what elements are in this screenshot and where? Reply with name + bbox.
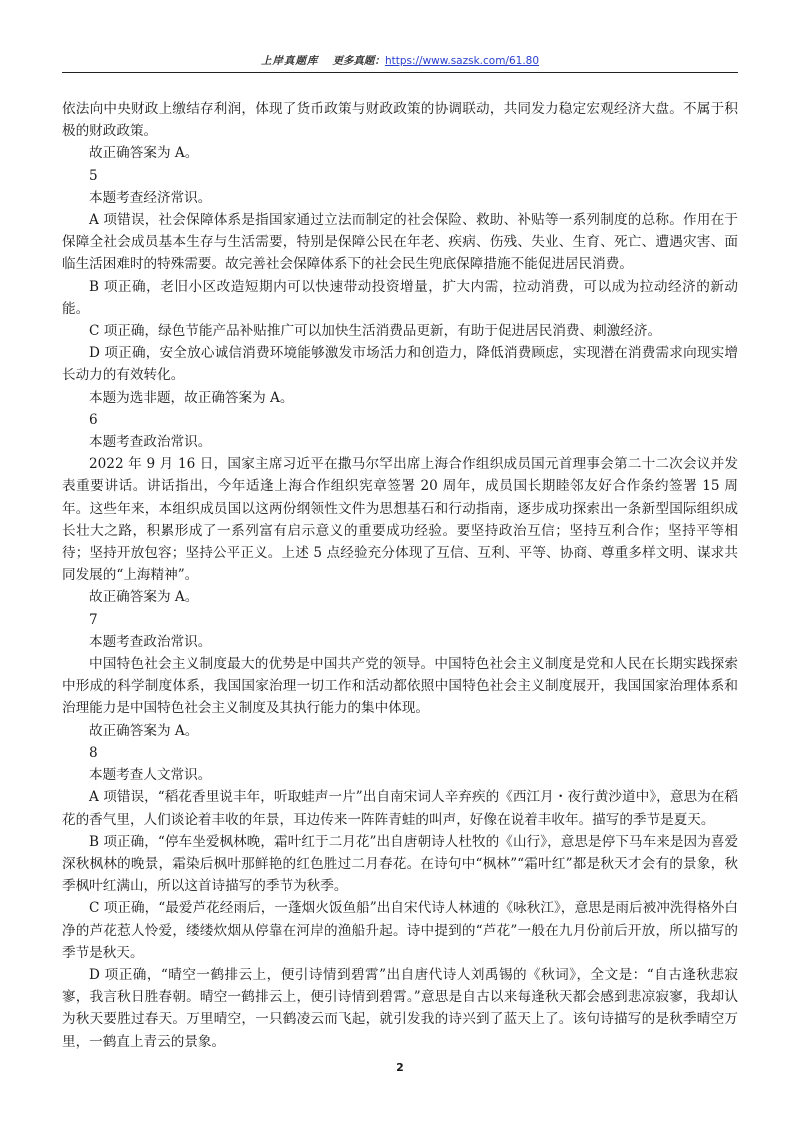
paragraph: 6: [89, 411, 98, 428]
paragraph: 本题为选非题，故正确答案为 A。: [89, 389, 294, 406]
paragraph: 7: [89, 611, 98, 628]
paragraph: 故正确答案为 A。: [89, 722, 199, 739]
paragraph: 本题考查人文常识。: [89, 767, 212, 784]
page-number: 2: [396, 1061, 404, 1074]
header-url-link[interactable]: https://www.sazsk.com/61.80: [384, 55, 540, 67]
paragraph: 本题考查政治常识。: [89, 434, 212, 451]
paragraph: 故正确答案为 A。: [89, 589, 199, 606]
header-brand: 上岸真题库: [260, 55, 319, 67]
paragraph: A 项错误，社会保障体系是指国家通过立法而制定的社会保险、救助、补贴等一系列制度的总称。作用在于保障全社会成员基本生存与生活需要，特别是保障公民在年老、疾病、伤残、失业、生育、死亡、遭遇灾害、面临生活困难时的特殊需要。故完善社会保障体系下的社会民生兜底保障措施不能促进居民消费。: [62, 212, 738, 273]
paragraph: C 项正确，“最爱芦花经雨后，一蓬烟火饭鱼船”出自宋代诗人林逋的《咏秋江》，意思是雨后被冲洗得格外白净的芦花惹人怜爱，缕缕炊烟从停靠在河岸的渔船升起。诗中提到的“芦花”一般在九月份前后开放，所以描写的季节是秋天。: [62, 900, 738, 961]
paragraph: 本题考查政治常识。: [89, 633, 212, 650]
paragraph: B 项正确，“停车坐爱枫林晚，霜叶红于二月花”出自唐朝诗人杜牧的《山行》，意思是停下马车来是因为喜爱深秋枫林的晚景，霜染后枫叶那鲜艳的红色胜过二月春花。在诗句中“枫林”“霜叶红”都是秋天才会有的景象，秋季枫叶红满山，所以这首诗描写的季节为秋季。: [62, 833, 738, 895]
document-body: [62, 98, 738, 1053]
paragraph: 依法向中央财政上缴结存利润，体现了货币政策与财政政策的协调联动，共同发力稳定宏观经济大盘。不属于积极的财政政策。: [62, 101, 738, 140]
paragraph: 8: [89, 744, 98, 761]
paragraph: 中国特色社会主义制度最大的优势是中国共产党的领导。中国特色社会主义制度是党和人民在长期实践探索中形成的科学制度体系，我国国家治理一切工作和活动都依照中国特色社会主义制度展开，我国国家治理体系和治理能力是中国特色社会主义制度及其执行能力的集中体现。: [62, 656, 738, 717]
paragraph: 2022 年 9 月 16 日，国家主席习近平在撒马尔罕出席上海合作组织成员国元首理事会第二十二次会议并发表重要讲话。讲话指出，今年适逢上海合作组织宪章签署 20 周年，成员国长期睦邻友好合作条约签署 15 周年。这些年来，本组织成员国以这两份纲领性文件为思想基石和行动指南，逐步成功探索出一条新型国际组织成长壮大之路，积累形成了一系列富有启示意义的重要成功经验。要坚持政治互信；坚持互利合作；坚持平等相待；坚持开放包容；坚持公平正义。上述 5 点经验充分体现了互信、互利、平等、协商、尊重多样文明、谋求共同发展的“上海精神”。: [62, 456, 738, 584]
paragraph: C 项正确，绿色节能产品补贴推广可以加快生活消费品更新，有助于促进居民消费、刺激经济。: [89, 323, 662, 340]
paragraph: B 项正确，老旧小区改造短期内可以快速带动投资增量，扩大内需，拉动消费，可以成为拉动经济的新动能。: [62, 278, 738, 317]
paragraph: A 项错误，“稻花香里说丰年，听取蛙声一片”出自南宋词人辛弃疾的《西江月・夜行黄沙道中》，意思为在稻花的香气里，人们谈论着丰收的年景，耳边传来一阵阵青蛙的叫声，好像在说着丰收年。描写的季节是夏天。: [62, 789, 738, 828]
paragraph: D 项正确，安全放心诚信消费环境能够激发市场活力和创造力，降低消费顾虑，实现潜在消费需求向现实增长动力的有效转化。: [62, 345, 738, 384]
paragraph: 故正确答案为 A。: [89, 145, 199, 162]
paragraph: 5: [89, 167, 98, 184]
header-lead: 更多真题：: [332, 55, 385, 67]
page-header: [0, 53, 800, 68]
paragraph: 本题考查经济常识。: [89, 189, 212, 206]
paragraph: D 项正确，“晴空一鹤排云上，便引诗情到碧霄”出自唐代诗人刘禹锡的《秋词》，全文是：“自古逢秋悲寂寥，我言秋日胜春朝。晴空一鹤排云上，便引诗情到碧霄。”意思是自古以来每逢秋天都会感到悲凉寂寥，我却认为秋天要胜过春天。万里晴空，一只鹤凌云而飞起，就引发我的诗兴到了蓝天上了。该句诗描写的是秋季晴空万里，一鹤直上青云的景象。: [62, 966, 738, 1050]
header-divider: [62, 72, 738, 73]
